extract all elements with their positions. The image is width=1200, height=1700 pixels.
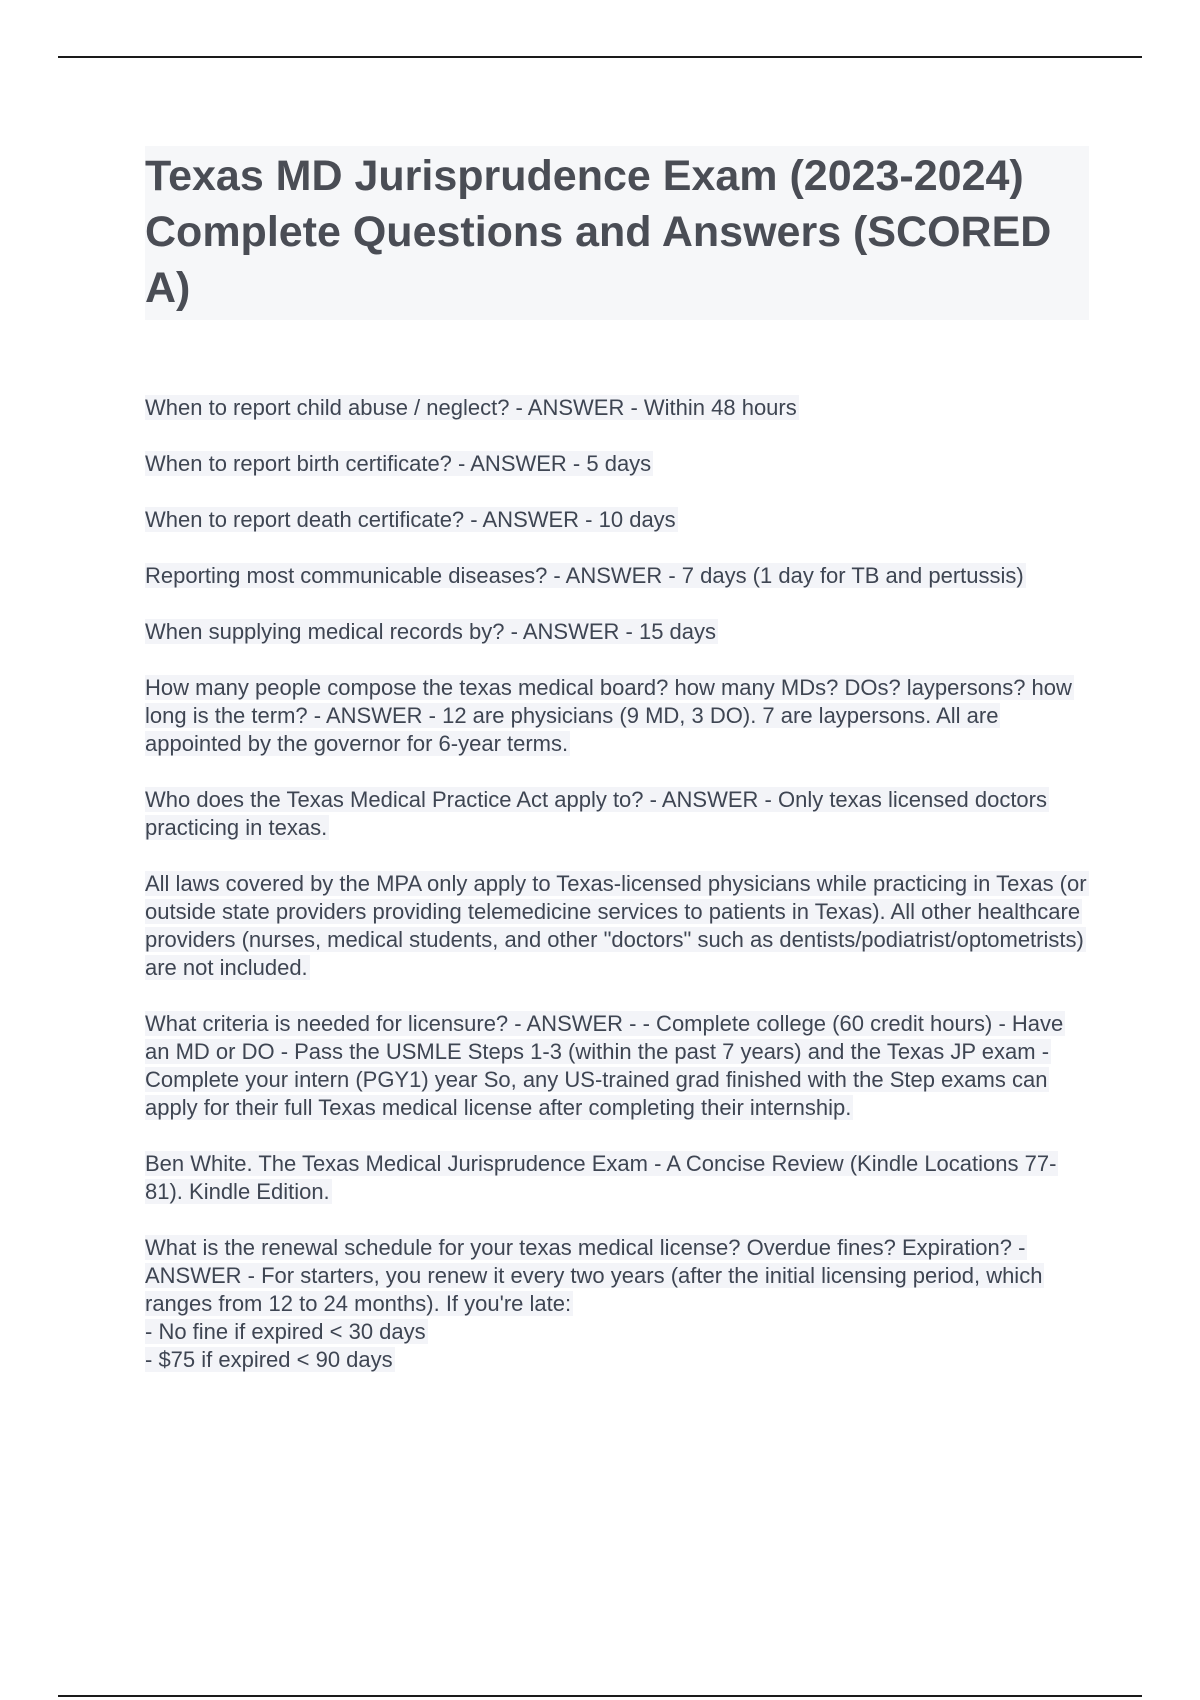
qa-text: Who does the Texas Medical Practice Act apply to? - ANSWER - Only texas licensed doctors practicing in texas.: [145, 787, 1047, 840]
qa-text: What criteria is needed for licensure? - ANSWER - - Complete college (60 credit hours) - Have an MD or DO - Pass the USMLE Steps 1-3 (within the past 7 years) and the Texas JP exam - Complete your intern (PGY1) year So, any US-trained grad finished with the Step exams can apply for their full Texas medical license after completing their internship.: [145, 1011, 1064, 1120]
top-rule: [58, 56, 1142, 58]
qa-entry: [145, 1150, 1089, 1206]
qa-text: When to report birth certificate? - ANSWER - 5 days: [145, 451, 652, 476]
qa-entry: [145, 506, 1089, 534]
qa-entry: [145, 786, 1089, 842]
qa-entry: [145, 1234, 1089, 1374]
qa-text: When to report death certificate? - ANSWER - 10 days: [145, 507, 676, 532]
qa-entry: [145, 450, 1089, 478]
qa-text: What is the renewal schedule for your texas medical license? Overdue fines? Expiration? - ANSWER - For starters, you renew it every two years (after the initial licensing period, which ranges from 12 to 24 months). If you're late: - No fine if expired < 30 days - $75 if expired < 90 days: [145, 1235, 1043, 1372]
qa-entry: [145, 618, 1089, 646]
qa-text: How many people compose the texas medical board? how many MDs? DOs? laypersons? how long is the term? - ANSWER - 12 are physicians (9 MD, 3 DO). 7 are laypersons. All are appointed by the governor for 6-year terms.: [145, 675, 1072, 756]
qa-text: Reporting most communicable diseases? - ANSWER - 7 days (1 day for TB and pertussis): [145, 563, 1024, 588]
document-title: Texas MD Jurisprudence Exam (2023-2024) Complete Questions and Answers (SCORED A): [145, 152, 1052, 312]
qa-text: When supplying medical records by? - ANSWER - 15 days: [145, 619, 717, 644]
bottom-rule: [58, 1695, 1142, 1697]
qa-entry: [145, 1010, 1089, 1122]
qa-list: [145, 394, 1089, 1402]
qa-entry: [145, 674, 1089, 758]
qa-text: Ben White. The Texas Medical Jurisprudence Exam - A Concise Review (Kindle Locations 77-81). Kindle Edition.: [145, 1151, 1057, 1204]
qa-text: When to report child abuse / neglect? - ANSWER - Within 48 hours: [145, 395, 797, 420]
qa-entry: [145, 870, 1089, 982]
title-block: [145, 146, 1089, 320]
qa-text: All laws covered by the MPA only apply to Texas-licensed physicians while practicing in Texas (or outside state providers providing telemedicine services to patients in Texas). All other healthcare providers (nurses, medical students, and other "doctors" such as dentists/podiatrist/optometrists) are not included.: [145, 871, 1087, 980]
qa-entry: [145, 394, 1089, 422]
qa-entry: [145, 562, 1089, 590]
